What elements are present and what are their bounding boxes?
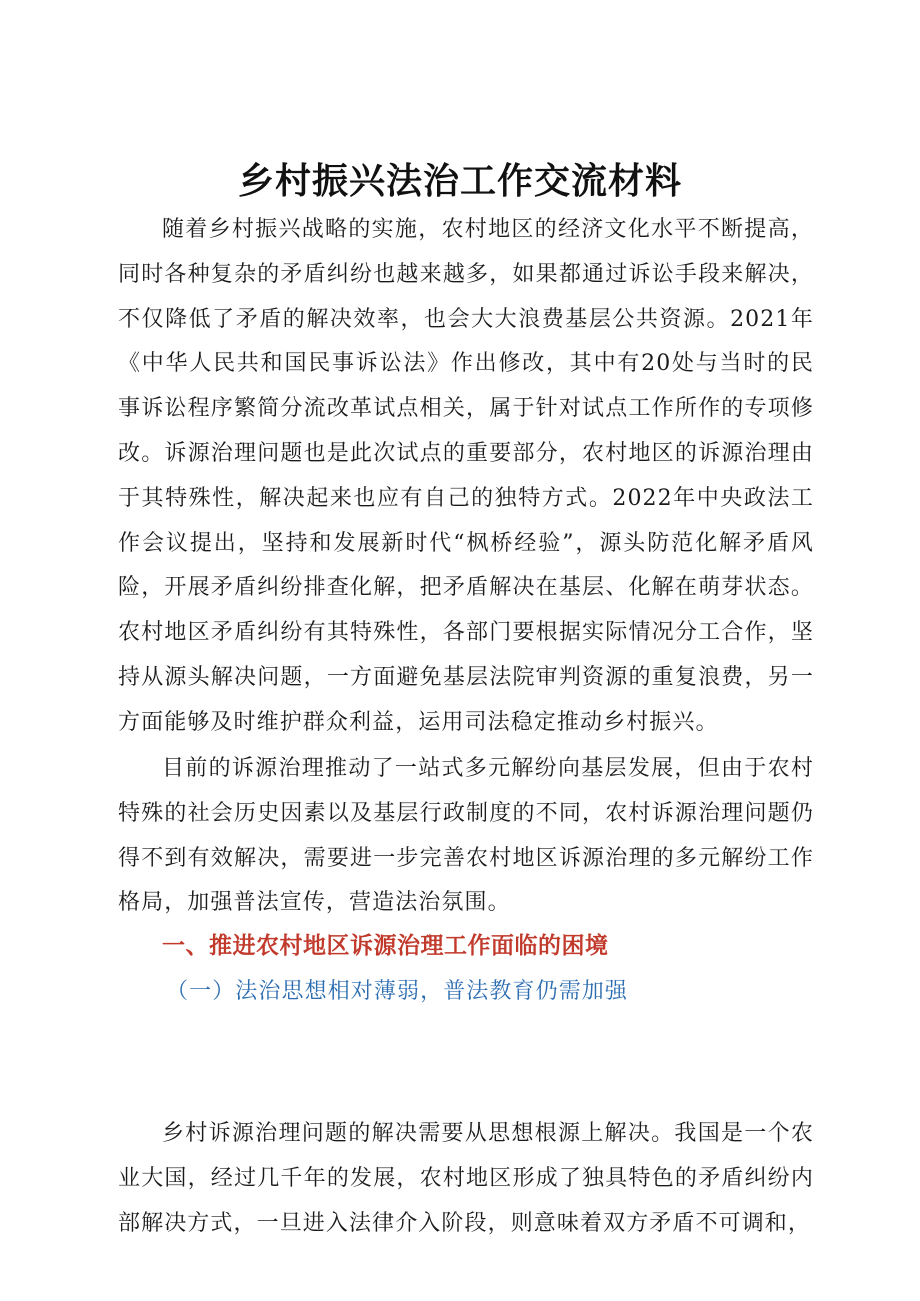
document-title: 乡村振兴法治工作交流材料 bbox=[237, 161, 682, 202]
paragraph-current-status: 目前的诉源治理推动了一站式多元解纷向基层发展，但由于农村特殊的社会历史因素以及基层行政制度的不同，农村诉源治理问题仍得不到有效解决，需要进一步完善农村地区诉源治理的多元解纷工作格局，加强普法宣传，营造法治氛围。 bbox=[118, 756, 814, 916]
subsection-heading-1: （一）法治思想相对薄弱，普法教育仍需加强 bbox=[166, 979, 629, 1004]
paragraph-section-1-body: 乡村诉源治理问题的解决需要从思想根源上解决。我国是一个农业大国，经过几千年的发展，农村地区形成了独具特色的矛盾纠纷内部解决方式，一旦进入法律介入阶段，则意味着双方矛盾不可调和， bbox=[118, 1121, 814, 1236]
section-heading-1: 一、推进农村地区诉源治理工作面临的困境 bbox=[162, 933, 609, 959]
paragraph-intro: 随着乡村振兴战略的实施，农村地区的经济文化水平不断提高，同时各种复杂的矛盾纠纷也越来越多，如果都通过诉讼手段来解决，不仅降低了矛盾的解决效率，也会大大浪费基层公共资源。2021年《中华人民共和国民事诉讼法》作出修改，其中有20处与当时的民事诉讼程序繁简分流改革试点相关，属于针对试点工作所作的专项修改。诉源治理问题也是此次试点的重要部分，农村地区的诉源治理由于其特殊性，解决起来也应有自己的独特方式。2022年中央政法工作会议提出，坚持和发展新时代“枫桥经验”，源头防范化解矛盾风险，开展矛盾纠纷排查化解，把矛盾解决在基层、化解在萌芽状态。农村地区矛盾纠纷有其特殊性，各部门要根据实际情况分工合作，坚持从源头解决问题，一方面避免基层法院审判资源的重复浪费，另一方面能够及时维护群众利益，运用司法稳定推动乡村振兴。 bbox=[118, 217, 814, 735]
